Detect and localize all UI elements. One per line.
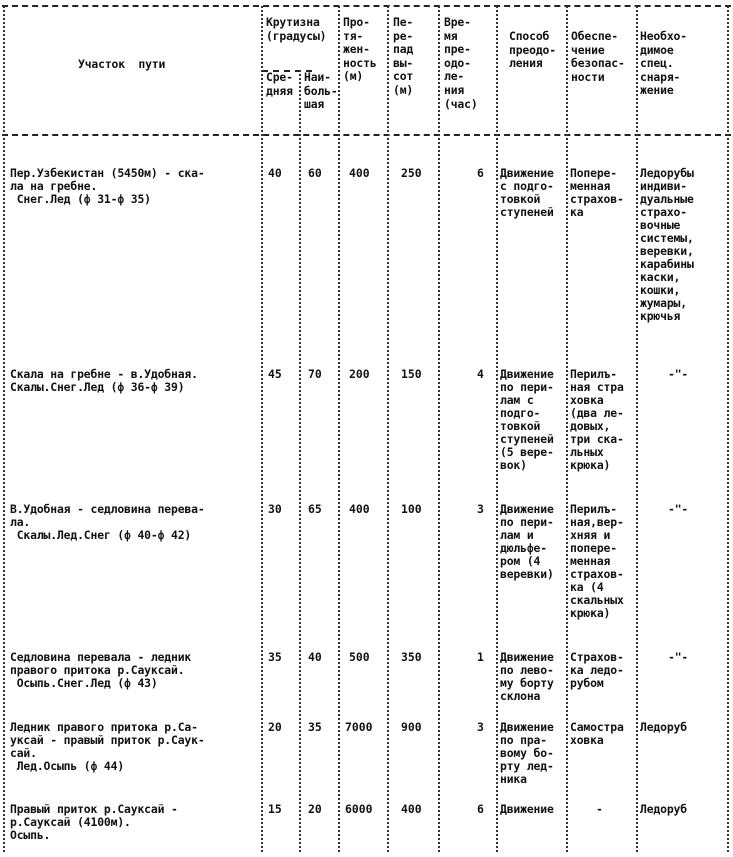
row2-avg: 45 [268, 367, 282, 381]
row4-max: 40 [308, 650, 322, 664]
col-line-6 [496, 6, 498, 852]
col-line-1 [261, 6, 263, 852]
row2-safety: Перилъ- ная стра ховка (два ле- довых, три ска- льных крюка) [570, 367, 624, 472]
row2-time: 4 [477, 367, 484, 381]
header-steepness: Крутизна (градусы) [266, 15, 327, 43]
header-method: Способ преодо- ления [509, 29, 556, 71]
row1-avg: 40 [268, 166, 282, 180]
col-line-5 [438, 6, 440, 852]
col-line-3 [338, 6, 340, 852]
row6-avg: 15 [268, 802, 282, 816]
row4-drop: 350 [401, 650, 422, 664]
col-line-8 [636, 6, 638, 852]
row5-drop: 900 [401, 720, 422, 734]
row1-safety: Попере- менная страхов- ка [570, 166, 624, 219]
row1-equipment: Ледорубы индиви- дуальные страхо- вочные системы, веревки, карабины каски, кошки, жумары, крючья [640, 166, 694, 323]
row6-max: 20 [308, 802, 322, 816]
row1-length: 400 [349, 166, 370, 180]
header-steep-avg: Сре- дняя [266, 70, 293, 98]
row2-max: 70 [308, 367, 322, 381]
row3-max: 65 [308, 502, 322, 516]
header-length: Про- тя- жен- ность (м) [343, 15, 377, 84]
row4-time: 1 [477, 650, 484, 664]
row2-method: Движение по пери- лам с подго- товкой ступеней (5 вере- вок) [500, 367, 554, 472]
row4-safety: Страхов- ка ледо- рубом [570, 650, 624, 690]
row1-max: 60 [308, 166, 322, 180]
row6-safety: - [596, 802, 603, 816]
row3-method: Движение по пери- лам и дюльфе- ром (4 веревки) [500, 502, 554, 581]
col-line-7 [566, 6, 568, 852]
row5-equipment: Ледоруб [640, 720, 687, 734]
row3-avg: 30 [268, 502, 282, 516]
col-line-4 [387, 6, 389, 852]
row6-length: 6000 [345, 802, 373, 816]
row5-max: 35 [308, 720, 322, 734]
row6-time: 6 [477, 802, 484, 816]
row5-method: Движение по пра- вому бо- рту лед- ника [500, 720, 554, 786]
col-line-0 [3, 6, 5, 852]
row5-avg: 20 [268, 720, 282, 734]
row3-safety: Перилъ- ная,вер- хняя и попере- менная страхов- ка (4 скальных крюка) [570, 502, 624, 620]
row4-avg: 35 [268, 650, 282, 664]
row4-method: Движение по лево- му борту склона [500, 650, 554, 703]
header-safety: Обеспе- чение безопас- ности [571, 29, 625, 84]
row6-method: Движение [500, 802, 554, 816]
row5-safety: Самостра ховка [570, 720, 624, 747]
row2-section: Скала на гребне - в.Удобная. Скалы.Снег.Лед (ф 36-ф 39) [10, 367, 198, 394]
header-time: Вре- мя пре- одо- ле- ния (час) [444, 15, 478, 111]
row1-section: Пер.Узбекистан (5450м) - ска- ла на гребне. Снег.Лед (ф 31-ф 35) [10, 166, 205, 206]
header-drop: Пе- ре- пад вы- сот (м) [393, 15, 414, 97]
row4-equipment: -"- [668, 650, 689, 664]
row3-drop: 100 [401, 502, 422, 516]
header-section: Участок пути [78, 57, 166, 71]
header-rule [2, 134, 731, 136]
row5-length: 7000 [345, 720, 373, 734]
header-steep-max: Наи- боль- шая [304, 70, 338, 112]
row2-drop: 150 [401, 367, 422, 381]
row3-length: 400 [349, 502, 370, 516]
row5-section: Ледник правого притока р.Са- уксай - правый приток р.Саук- сай. Лед.Осыпь (ф 44) [10, 720, 205, 773]
row3-time: 3 [477, 502, 484, 516]
row1-method: Движение с подго- товкой ступеней [500, 166, 554, 219]
row2-length: 200 [349, 367, 370, 381]
row6-equipment: Ледоруб [640, 802, 687, 816]
col-line-9 [727, 6, 729, 852]
top-rule [2, 5, 731, 7]
row3-section: В.Удобная - седловина перева- ла. Скалы.Лед.Снег (ф 40-ф 42) [10, 502, 205, 542]
row1-drop: 250 [401, 166, 422, 180]
row6-section: Правый приток р.Сауксай - р.Сауксай (4100м). Осыпь. [10, 802, 178, 842]
row3-equipment: -"- [668, 502, 689, 516]
row6-drop: 400 [401, 802, 422, 816]
row4-section: Седловина перевала - ледник правого притока р.Сауксай. Осыпь.Снег.Лед (ф 43) [10, 650, 192, 690]
row4-length: 500 [349, 650, 370, 664]
row2-equipment: -"- [668, 367, 689, 381]
row1-time: 6 [477, 166, 484, 180]
header-equipment: Необхо- димое спец. снаря- жение [640, 29, 687, 98]
row5-time: 3 [477, 720, 484, 734]
col-line-2 [299, 70, 301, 852]
